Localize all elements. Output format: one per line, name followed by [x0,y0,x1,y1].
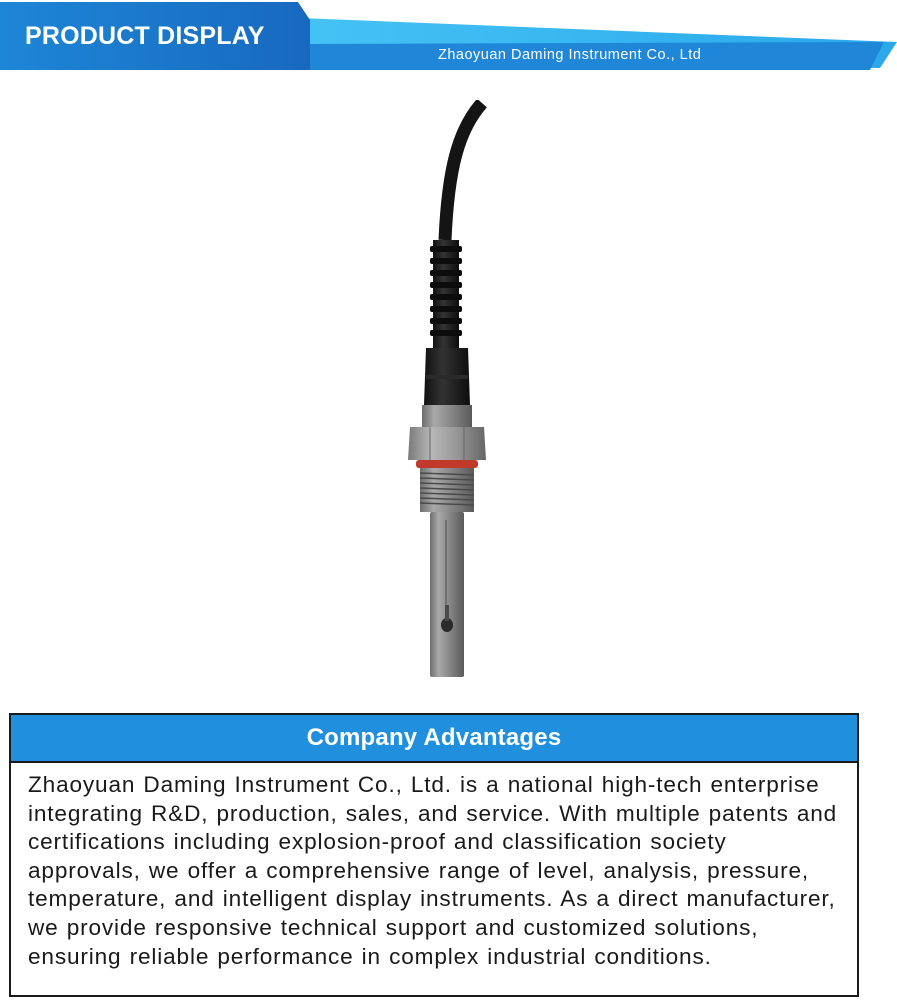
page-title: PRODUCT DISPLAY [25,22,265,50]
strain-relief [430,240,462,348]
advantages-title: Company Advantages [11,715,857,763]
header-banner [0,0,897,75]
thread-section [420,468,474,512]
o-ring [416,460,478,468]
advantages-text: Zhaoyuan Daming Instrument Co., Ltd. is a national high-tech enterprise integrating R&D, production, sales, and service. With multiple patents and certifications including explosion-proof and classification society approvals, we offer a comprehensive range of level, analysis, pressure, temperature, and intelligent display instruments. As a direct manufacturer, we provide responsive technical support and customized solutions, ensuring reliable performance in complex industrial conditions. [28,772,838,969]
conductivity-sensor-probe-image [330,100,570,680]
company-name: Zhaoyuan Daming Instrument Co., Ltd [438,47,702,63]
company-advantages-panel [9,713,859,997]
